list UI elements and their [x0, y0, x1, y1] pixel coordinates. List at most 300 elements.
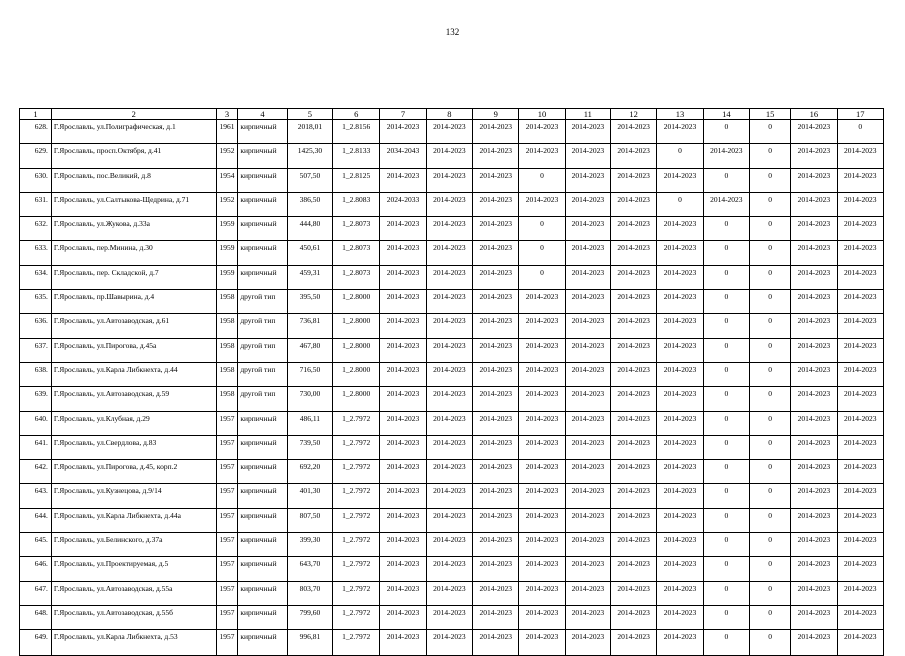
cell-period-17: 2014-2023: [837, 192, 884, 216]
cell-period-8: 2014-2023: [426, 314, 472, 338]
cell-year-built: 1957: [216, 411, 238, 435]
cell-period-14: 0: [703, 387, 749, 411]
cell-wall-material: другой тип: [238, 314, 287, 338]
cell-row-number: 636.: [20, 314, 52, 338]
cell-year-built: 1957: [216, 630, 238, 656]
cell-row-number: 633.: [20, 241, 52, 265]
cell-year-built: 1957: [216, 508, 238, 532]
table-row: [20, 290, 884, 314]
cell-period-9: 2014-2023: [473, 435, 519, 459]
cell-period-7: 2014-2023: [380, 362, 426, 386]
cell-code: 1_2.7972: [333, 605, 380, 629]
cell-area: 996,81: [287, 630, 332, 656]
cell-period-11: 2014-2023: [565, 144, 610, 168]
cell-period-17: 2014-2023: [837, 581, 884, 605]
column-header-13: 13: [657, 109, 703, 120]
cell-code: 1_2.7972: [333, 630, 380, 656]
cell-period-13: 2014-2023: [657, 338, 703, 362]
cell-code: 1_2.8083: [333, 192, 380, 216]
cell-period-15: 0: [749, 217, 790, 241]
cell-period-12: 2014-2023: [611, 338, 657, 362]
cell-period-17: 2014-2023: [837, 411, 884, 435]
cell-wall-material: кирпичный: [238, 484, 287, 508]
cell-wall-material: кирпичный: [238, 168, 287, 192]
cell-period-16: 2014-2023: [791, 508, 837, 532]
cell-wall-material: кирпичный: [238, 217, 287, 241]
cell-wall-material: кирпичный: [238, 460, 287, 484]
cell-wall-material: другой тип: [238, 362, 287, 386]
cell-period-16: 2014-2023: [791, 192, 837, 216]
cell-period-17: 2014-2023: [837, 484, 884, 508]
cell-period-8: 2014-2023: [426, 630, 472, 656]
cell-period-13: 0: [657, 192, 703, 216]
cell-address: Г.Ярославль, ул.Карла Либкнехта, д.44: [51, 362, 216, 386]
cell-period-12: 2014-2023: [611, 314, 657, 338]
cell-period-15: 0: [749, 557, 790, 581]
cell-area: 736,81: [287, 314, 332, 338]
table-row: [20, 120, 884, 144]
cell-period-10: 0: [519, 217, 565, 241]
cell-period-9: 2014-2023: [473, 605, 519, 629]
cell-area: 486,11: [287, 411, 332, 435]
cell-period-13: 2014-2023: [657, 120, 703, 144]
cell-period-12: 2014-2023: [611, 362, 657, 386]
cell-year-built: 1957: [216, 533, 238, 557]
table-row: [20, 314, 884, 338]
cell-address: Г.Ярославль, пер. Складской, д.7: [51, 265, 216, 289]
cell-row-number: 640.: [20, 411, 52, 435]
table-row: [20, 557, 884, 581]
column-header-4: 4: [238, 109, 287, 120]
cell-period-8: 2014-2023: [426, 144, 472, 168]
cell-address: Г.Ярославль, ул.Проектируемая, д.5: [51, 557, 216, 581]
cell-row-number: 645.: [20, 533, 52, 557]
cell-period-8: 2014-2023: [426, 241, 472, 265]
cell-period-12: 2014-2023: [611, 144, 657, 168]
cell-period-10: 2014-2023: [519, 314, 565, 338]
cell-period-8: 2014-2023: [426, 217, 472, 241]
cell-period-13: 2014-2023: [657, 630, 703, 656]
cell-period-10: 2014-2023: [519, 387, 565, 411]
cell-code: 1_2.7972: [333, 508, 380, 532]
table-row: [20, 484, 884, 508]
cell-period-13: 2014-2023: [657, 362, 703, 386]
cell-period-10: 2014-2023: [519, 508, 565, 532]
cell-address: Г.Ярославль, ул.Пирогова, д.45а: [51, 338, 216, 362]
cell-period-9: 2014-2023: [473, 460, 519, 484]
column-header-11: 11: [565, 109, 610, 120]
cell-row-number: 648.: [20, 605, 52, 629]
cell-period-10: 2014-2023: [519, 144, 565, 168]
cell-area: 399,30: [287, 533, 332, 557]
cell-code: 1_2.7972: [333, 435, 380, 459]
cell-period-14: 2014-2023: [703, 192, 749, 216]
cell-period-13: 2014-2023: [657, 241, 703, 265]
cell-period-10: 2014-2023: [519, 411, 565, 435]
cell-address: Г.Ярославль, ул.Пирогова, д.45, корп.2: [51, 460, 216, 484]
cell-period-11: 2014-2023: [565, 290, 610, 314]
cell-period-14: 0: [703, 630, 749, 656]
cell-period-13: 2014-2023: [657, 290, 703, 314]
cell-period-14: 0: [703, 605, 749, 629]
cell-period-15: 0: [749, 460, 790, 484]
cell-period-7: 2014-2023: [380, 120, 426, 144]
cell-area: 807,50: [287, 508, 332, 532]
cell-period-10: 2014-2023: [519, 605, 565, 629]
cell-code: 1_2.8073: [333, 265, 380, 289]
cell-period-9: 2014-2023: [473, 411, 519, 435]
cell-address: Г.Ярославль, ул.Полиграфическая, д.1: [51, 120, 216, 144]
cell-period-13: 2014-2023: [657, 605, 703, 629]
column-header-17: 17: [837, 109, 884, 120]
cell-period-12: 2014-2023: [611, 265, 657, 289]
cell-period-7: 2014-2023: [380, 630, 426, 656]
cell-wall-material: кирпичный: [238, 120, 287, 144]
cell-period-15: 0: [749, 581, 790, 605]
cell-period-16: 2014-2023: [791, 290, 837, 314]
table-row: [20, 581, 884, 605]
cell-period-17: 2014-2023: [837, 508, 884, 532]
cell-period-14: 0: [703, 581, 749, 605]
cell-period-11: 2014-2023: [565, 362, 610, 386]
cell-year-built: 1959: [216, 217, 238, 241]
cell-code: 1_2.8000: [333, 362, 380, 386]
cell-period-13: 2014-2023: [657, 314, 703, 338]
cell-period-14: 0: [703, 217, 749, 241]
column-header-3: 3: [216, 109, 238, 120]
cell-period-10: 2014-2023: [519, 581, 565, 605]
housing-register-table: [19, 108, 884, 656]
cell-code: 1_2.7972: [333, 411, 380, 435]
cell-code: 1_2.8156: [333, 120, 380, 144]
cell-period-9: 2014-2023: [473, 338, 519, 362]
cell-period-8: 2014-2023: [426, 265, 472, 289]
cell-period-11: 2014-2023: [565, 508, 610, 532]
cell-address: Г.Ярославль, ул.Карла Либкнехта, д.53: [51, 630, 216, 656]
cell-period-14: 0: [703, 120, 749, 144]
cell-period-7: 2014-2023: [380, 265, 426, 289]
cell-year-built: 1954: [216, 168, 238, 192]
column-header-10: 10: [519, 109, 565, 120]
cell-period-17: 2014-2023: [837, 241, 884, 265]
cell-period-14: 0: [703, 460, 749, 484]
cell-code: 1_2.8073: [333, 217, 380, 241]
table-row: [20, 217, 884, 241]
cell-code: 1_2.8000: [333, 387, 380, 411]
cell-code: 1_2.8125: [333, 168, 380, 192]
cell-year-built: 1961: [216, 120, 238, 144]
cell-period-15: 0: [749, 435, 790, 459]
cell-code: 1_2.7972: [333, 484, 380, 508]
cell-address: Г.Ярославль, просп.Октября, д.41: [51, 144, 216, 168]
cell-row-number: 643.: [20, 484, 52, 508]
cell-period-11: 2014-2023: [565, 484, 610, 508]
cell-period-15: 0: [749, 605, 790, 629]
cell-address: Г.Ярославль, ул.Жукова, д.33а: [51, 217, 216, 241]
cell-period-11: 2014-2023: [565, 411, 610, 435]
cell-year-built: 1957: [216, 484, 238, 508]
cell-period-8: 2014-2023: [426, 605, 472, 629]
cell-period-12: 2014-2023: [611, 217, 657, 241]
cell-period-11: 2014-2023: [565, 460, 610, 484]
cell-address: Г.Ярославль, ул.Автозаводская, д.55а: [51, 581, 216, 605]
cell-code: 1_2.7972: [333, 533, 380, 557]
cell-period-17: 2014-2023: [837, 605, 884, 629]
cell-row-number: 642.: [20, 460, 52, 484]
table-row: [20, 192, 884, 216]
table-row: [20, 241, 884, 265]
cell-period-16: 2014-2023: [791, 605, 837, 629]
cell-period-7: 2024-2033: [380, 192, 426, 216]
cell-wall-material: кирпичный: [238, 605, 287, 629]
cell-area: 716,50: [287, 362, 332, 386]
cell-code: 1_2.7972: [333, 460, 380, 484]
column-header-12: 12: [611, 109, 657, 120]
cell-wall-material: другой тип: [238, 290, 287, 314]
cell-period-17: 2014-2023: [837, 338, 884, 362]
cell-period-9: 2014-2023: [473, 362, 519, 386]
cell-period-16: 2014-2023: [791, 120, 837, 144]
cell-period-8: 2014-2023: [426, 508, 472, 532]
cell-period-13: 2014-2023: [657, 168, 703, 192]
cell-period-14: 0: [703, 265, 749, 289]
cell-period-7: 2014-2023: [380, 508, 426, 532]
cell-period-16: 2014-2023: [791, 338, 837, 362]
cell-period-8: 2014-2023: [426, 581, 472, 605]
cell-period-14: 0: [703, 533, 749, 557]
cell-period-9: 2014-2023: [473, 314, 519, 338]
cell-area: 730,00: [287, 387, 332, 411]
column-header-1: 1: [20, 109, 52, 120]
cell-row-number: 632.: [20, 217, 52, 241]
cell-period-16: 2014-2023: [791, 387, 837, 411]
cell-period-16: 2014-2023: [791, 168, 837, 192]
cell-period-14: 0: [703, 362, 749, 386]
cell-period-15: 0: [749, 265, 790, 289]
cell-period-13: 0: [657, 144, 703, 168]
cell-period-12: 2014-2023: [611, 460, 657, 484]
cell-period-16: 2014-2023: [791, 265, 837, 289]
cell-period-10: 0: [519, 168, 565, 192]
cell-year-built: 1952: [216, 192, 238, 216]
cell-area: 444,80: [287, 217, 332, 241]
cell-year-built: 1958: [216, 338, 238, 362]
cell-period-8: 2014-2023: [426, 435, 472, 459]
cell-year-built: 1959: [216, 265, 238, 289]
cell-period-9: 2014-2023: [473, 217, 519, 241]
cell-area: 643,70: [287, 557, 332, 581]
cell-period-11: 2014-2023: [565, 605, 610, 629]
cell-period-15: 0: [749, 192, 790, 216]
cell-period-15: 0: [749, 290, 790, 314]
cell-period-12: 2014-2023: [611, 241, 657, 265]
cell-period-12: 2014-2023: [611, 192, 657, 216]
cell-period-7: 2014-2023: [380, 387, 426, 411]
cell-period-17: 2014-2023: [837, 362, 884, 386]
table-row: [20, 460, 884, 484]
cell-row-number: 641.: [20, 435, 52, 459]
cell-period-7: 2014-2023: [380, 533, 426, 557]
cell-period-10: 2014-2023: [519, 338, 565, 362]
cell-wall-material: кирпичный: [238, 435, 287, 459]
cell-period-8: 2014-2023: [426, 484, 472, 508]
cell-row-number: 635.: [20, 290, 52, 314]
cell-period-11: 2014-2023: [565, 435, 610, 459]
cell-wall-material: кирпичный: [238, 144, 287, 168]
cell-period-17: 2014-2023: [837, 630, 884, 656]
cell-year-built: 1957: [216, 581, 238, 605]
cell-area: 450,61: [287, 241, 332, 265]
cell-period-7: 2014-2023: [380, 557, 426, 581]
cell-period-13: 2014-2023: [657, 435, 703, 459]
cell-period-11: 2014-2023: [565, 581, 610, 605]
cell-period-16: 2014-2023: [791, 630, 837, 656]
cell-period-14: 0: [703, 314, 749, 338]
cell-period-10: 0: [519, 241, 565, 265]
table-row: [20, 533, 884, 557]
cell-address: Г.Ярославль, пр.Шавырина, д.4: [51, 290, 216, 314]
cell-wall-material: кирпичный: [238, 241, 287, 265]
cell-address: Г.Ярославль, ул.Салтыкова-Щедрина, д.71: [51, 192, 216, 216]
cell-period-7: 2014-2023: [380, 338, 426, 362]
cell-row-number: 637.: [20, 338, 52, 362]
cell-period-9: 2014-2023: [473, 630, 519, 656]
table-row: [20, 435, 884, 459]
table-row: [20, 338, 884, 362]
page-number: 132: [445, 27, 460, 37]
cell-period-9: 2014-2023: [473, 557, 519, 581]
cell-period-15: 0: [749, 168, 790, 192]
table-row: [20, 508, 884, 532]
cell-period-10: 2014-2023: [519, 533, 565, 557]
cell-period-9: 2014-2023: [473, 290, 519, 314]
cell-row-number: 634.: [20, 265, 52, 289]
column-number-header-row: [20, 109, 884, 120]
cell-period-10: 2014-2023: [519, 484, 565, 508]
table-row: [20, 387, 884, 411]
cell-row-number: 630.: [20, 168, 52, 192]
cell-period-9: 2014-2023: [473, 241, 519, 265]
cell-period-13: 2014-2023: [657, 265, 703, 289]
cell-period-14: 0: [703, 557, 749, 581]
cell-period-17: 2014-2023: [837, 265, 884, 289]
cell-period-14: 0: [703, 168, 749, 192]
cell-row-number: 628.: [20, 120, 52, 144]
cell-period-12: 2014-2023: [611, 605, 657, 629]
cell-area: 467,80: [287, 338, 332, 362]
cell-row-number: 644.: [20, 508, 52, 532]
column-header-2: 2: [51, 109, 216, 120]
cell-period-13: 2014-2023: [657, 557, 703, 581]
table-row: [20, 144, 884, 168]
cell-period-9: 2014-2023: [473, 168, 519, 192]
cell-period-17: 2014-2023: [837, 290, 884, 314]
cell-period-9: 2014-2023: [473, 192, 519, 216]
column-header-5: 5: [287, 109, 332, 120]
cell-row-number: 629.: [20, 144, 52, 168]
cell-period-8: 2014-2023: [426, 168, 472, 192]
cell-period-15: 0: [749, 338, 790, 362]
column-header-6: 6: [333, 109, 380, 120]
cell-period-16: 2014-2023: [791, 435, 837, 459]
cell-period-7: 2014-2023: [380, 217, 426, 241]
cell-period-7: 2014-2023: [380, 241, 426, 265]
cell-period-13: 2014-2023: [657, 460, 703, 484]
cell-address: Г.Ярославль, ул.Автозаводская, д.55б: [51, 605, 216, 629]
cell-period-13: 2014-2023: [657, 217, 703, 241]
cell-period-11: 2014-2023: [565, 630, 610, 656]
cell-wall-material: кирпичный: [238, 192, 287, 216]
cell-code: 1_2.7972: [333, 557, 380, 581]
cell-period-15: 0: [749, 508, 790, 532]
cell-period-17: 2014-2023: [837, 460, 884, 484]
cell-period-8: 2014-2023: [426, 533, 472, 557]
cell-area: 799,60: [287, 605, 332, 629]
cell-area: 507,50: [287, 168, 332, 192]
cell-period-12: 2014-2023: [611, 484, 657, 508]
cell-address: Г.Ярославль, ул.Карла Либкнехта, д.44а: [51, 508, 216, 532]
cell-period-8: 2014-2023: [426, 460, 472, 484]
cell-period-17: 2014-2023: [837, 435, 884, 459]
cell-row-number: 647.: [20, 581, 52, 605]
cell-period-15: 0: [749, 120, 790, 144]
cell-period-11: 2014-2023: [565, 338, 610, 362]
cell-period-7: 2014-2023: [380, 314, 426, 338]
cell-period-10: 2014-2023: [519, 290, 565, 314]
column-header-8: 8: [426, 109, 472, 120]
cell-period-12: 2014-2023: [611, 533, 657, 557]
cell-wall-material: кирпичный: [238, 557, 287, 581]
cell-period-10: 2014-2023: [519, 192, 565, 216]
cell-wall-material: другой тип: [238, 387, 287, 411]
cell-row-number: 646.: [20, 557, 52, 581]
cell-period-8: 2014-2023: [426, 557, 472, 581]
cell-area: 2018,01: [287, 120, 332, 144]
cell-period-11: 2014-2023: [565, 265, 610, 289]
cell-area: 1425,30: [287, 144, 332, 168]
cell-period-12: 2014-2023: [611, 557, 657, 581]
cell-period-13: 2014-2023: [657, 581, 703, 605]
cell-period-17: 2014-2023: [837, 557, 884, 581]
cell-period-17: 2014-2023: [837, 168, 884, 192]
column-header-16: 16: [791, 109, 837, 120]
cell-row-number: 631.: [20, 192, 52, 216]
cell-area: 803,70: [287, 581, 332, 605]
cell-period-7: 2014-2023: [380, 168, 426, 192]
cell-period-12: 2014-2023: [611, 411, 657, 435]
cell-address: Г.Ярославль, ул.Кузнецова, д.9/14: [51, 484, 216, 508]
cell-period-7: 2014-2023: [380, 581, 426, 605]
cell-row-number: 639.: [20, 387, 52, 411]
cell-period-11: 2014-2023: [565, 217, 610, 241]
cell-address: Г.Ярославль, пер.Минина, д.30: [51, 241, 216, 265]
cell-period-17: 2014-2023: [837, 217, 884, 241]
cell-period-14: 2014-2023: [703, 144, 749, 168]
cell-wall-material: кирпичный: [238, 508, 287, 532]
cell-address: Г.Ярославль, ул.Автозаводская, д.61: [51, 314, 216, 338]
cell-period-15: 0: [749, 630, 790, 656]
cell-area: 459,31: [287, 265, 332, 289]
table-body: [20, 120, 884, 656]
cell-wall-material: кирпичный: [238, 581, 287, 605]
cell-period-12: 2014-2023: [611, 435, 657, 459]
cell-period-17: 2014-2023: [837, 387, 884, 411]
cell-period-8: 2014-2023: [426, 290, 472, 314]
cell-period-17: 2014-2023: [837, 314, 884, 338]
cell-period-11: 2014-2023: [565, 387, 610, 411]
cell-period-17: 2014-2023: [837, 144, 884, 168]
cell-period-16: 2014-2023: [791, 460, 837, 484]
